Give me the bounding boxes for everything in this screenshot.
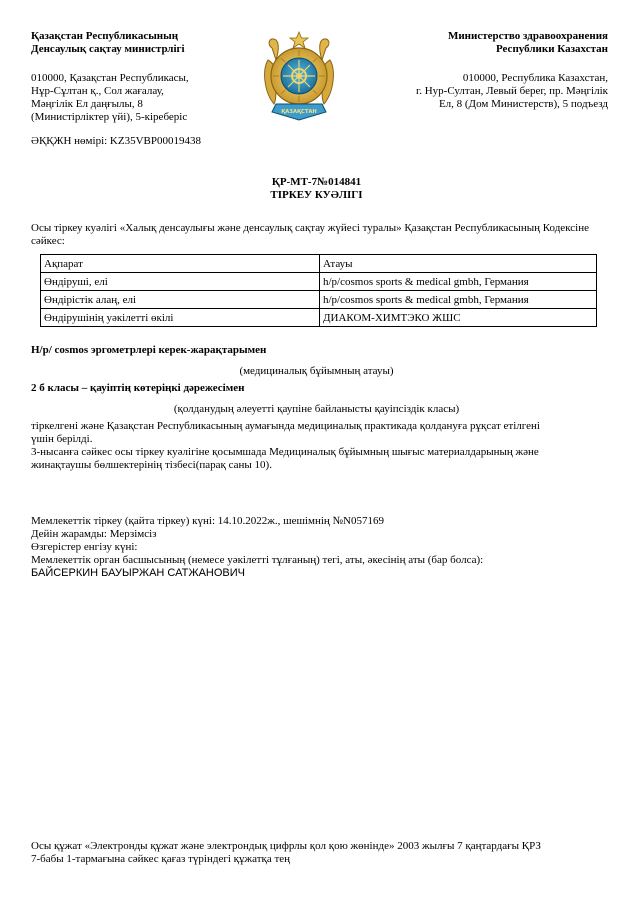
device-name: H/p/ cosmos эргометрлері керек-жарақтарымен: [31, 344, 267, 356]
intro-text: Осы тіркеу куәлігі «Халық денсаулығы және денсаулық сақтау жүйесі туралы» Қазақстан Республикасының Кодексіне сәйкес:: [31, 222, 589, 247]
head-label: Мемлекеттік орган басшысының (немесе уәкілетті тұлғаның) тегі, аты, әкесінің аты (бар болса):: [31, 554, 484, 566]
ministry-name-kz-line1: Қазақстан Республикасының: [31, 30, 179, 42]
table-row: [41, 291, 597, 309]
address-ru: [416, 72, 608, 111]
address-ru-line1: 010000, Республика Казахстан,: [462, 72, 608, 84]
body-line: тіркелгені және Қазақстан Республикасының аумағында медициналық практикада қолдануға рұқсат етілгені: [31, 420, 540, 432]
device-name-note: (медициналық бұйымның атауы): [239, 365, 394, 377]
footer-line: 7-бабы 1-тармағына сәйкес қағаз түріндегі құжатқа тең: [31, 853, 291, 865]
address-ru-line2: г. Нур-Султан, Левый берег, пр. Мәңгілік: [415, 85, 608, 97]
certificate-title: ТІРКЕУ КУӘЛІГІ: [270, 189, 363, 201]
table-cell-label: Өндірістік алаң, елі: [41, 291, 320, 309]
table-cell-value: h/p/cosmos sports & medical gmbh, Германия: [320, 291, 597, 309]
bin-number: ӘҚҚЖН нөмірі: KZ35VBP00019438: [31, 135, 201, 147]
ministry-name-ru-line2: Республики Казахстан: [495, 43, 608, 55]
changes-date: Өзгерістер енгізу күні:: [31, 541, 138, 553]
address-kz-line3: Мәңгілік Ел даңғылы, 8: [31, 98, 143, 110]
body-line: 3-нысанға сәйкес осы тіркеу куәлігіне қосымшада Медициналық бұйымның шығыс материалдарының және: [31, 446, 539, 458]
info-table: [40, 254, 597, 327]
state-emblem-icon: [262, 30, 336, 126]
registration-block: [31, 515, 483, 580]
table-header-row: [41, 255, 597, 273]
table-row: [41, 273, 597, 291]
emblem-text: ҚАЗАҚСТАН: [281, 109, 317, 115]
footer-line: Осы құжат «Электронды құжат және электрондық цифрлы қол қою жөнінде» 2003 жылғы 7 қаңтардағы ҚРЗ: [31, 840, 541, 852]
certificate-number: ҚР-МТ-7№014841: [271, 176, 362, 188]
table-header-cell: Атауы: [320, 255, 597, 273]
ministry-name-kz-line2: Денсаулық сақтау министрлігі: [31, 43, 185, 55]
body-line: үшін берілді.: [31, 433, 93, 445]
certificate-title-block: [0, 176, 633, 202]
ministry-name-ru-line1: Министерство здравоохранения: [447, 30, 608, 42]
device-class: 2 б класы – қауіптің көтеріңкі дәрежесімен: [31, 382, 245, 394]
address-kz-line2: Нұр-Сұлтан қ., Сол жағалау,: [31, 85, 164, 97]
header-right: [358, 30, 608, 56]
table-cell-label: Өндіруші, елі: [41, 273, 320, 291]
body-text: [31, 420, 540, 472]
header-left: [31, 30, 261, 56]
address-kz-line1: 010000, Қазақстан Республикасы,: [31, 72, 189, 84]
body-line: жинақтаушы бөлшектерінің тізбесі(парақ саны 10).: [31, 459, 272, 471]
table-cell-label: Өндірушінің уәкілетті өкілі: [41, 309, 320, 327]
table-row: [41, 309, 597, 327]
address-kz-line4: (Министірліктер үйі), 5-кіреберіс: [31, 111, 188, 123]
head-name: БАЙСЕРКИН БАУЫРЖАН САТЖАНОВИЧ: [31, 567, 246, 579]
device-class-note: (қолданудың әлеуетті қаупіне байланысты қауіпсіздік класы): [173, 403, 460, 415]
table-header-cell: Ақпарат: [41, 255, 320, 273]
address-ru-line3: Ел, 8 (Дом Министерств), 5 подъезд: [438, 98, 608, 110]
table-cell-value: ДИАКОМ-ХИМТЭКО ЖШС: [320, 309, 597, 327]
address-kz: [31, 72, 189, 124]
valid-until: Дейін жарамды: Мерзімсіз: [31, 528, 157, 540]
registration-date: Мемлекеттік тіркеу (қайта тіркеу) күні: 14.10.2022ж., шешімнің №N057169: [31, 515, 384, 527]
table-cell-value: h/p/cosmos sports & medical gmbh, Германия: [320, 273, 597, 291]
footer-note: [31, 840, 611, 866]
